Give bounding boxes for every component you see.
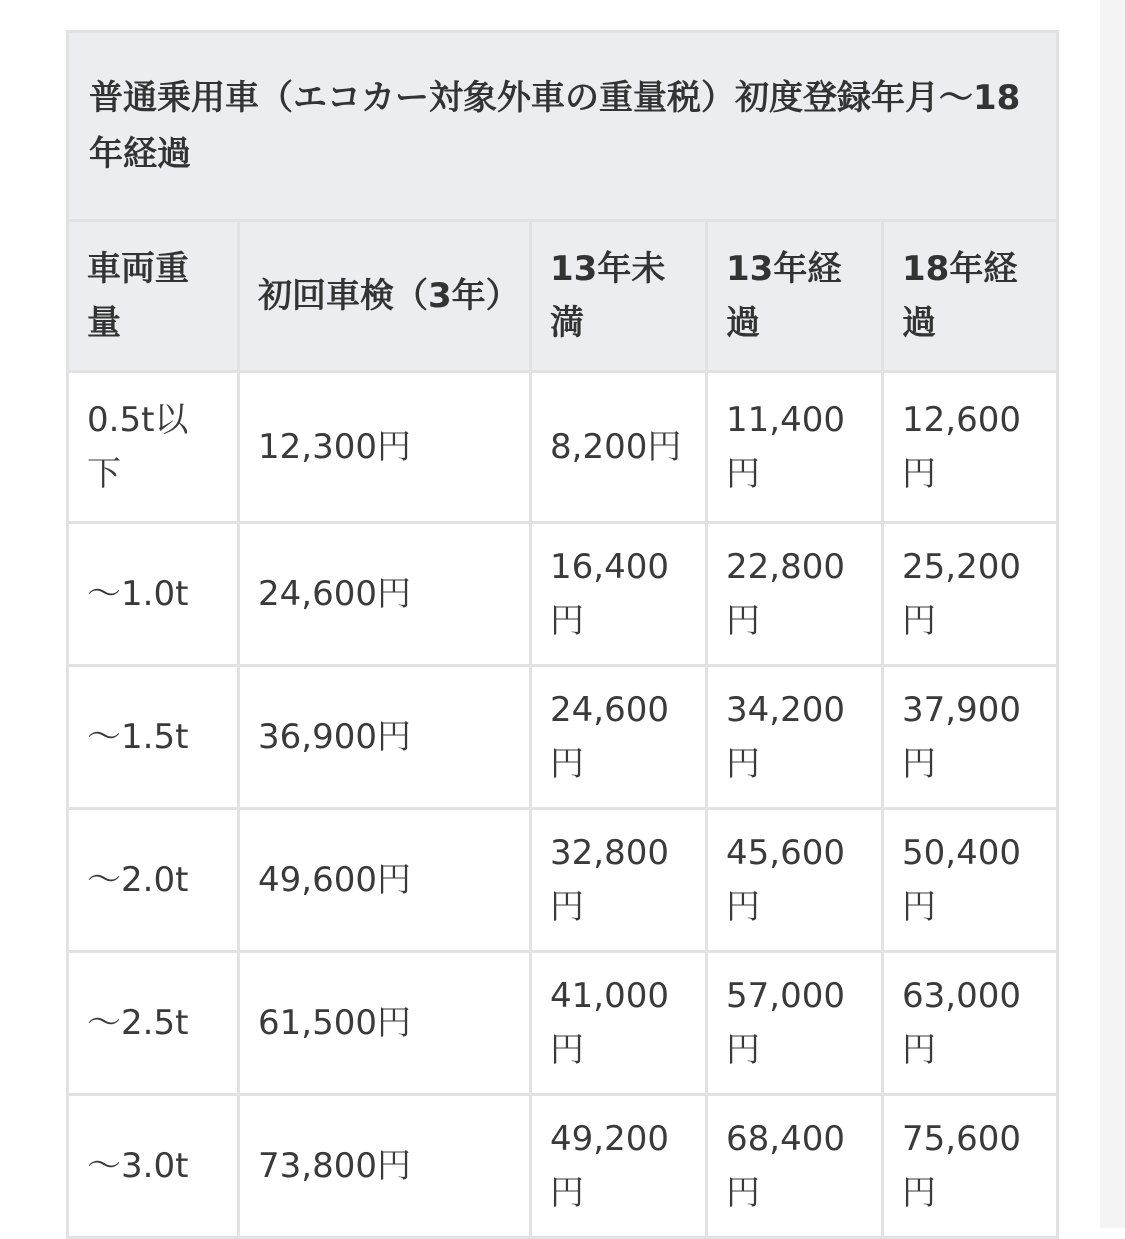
cell-under-13-years: 24,600円 [531, 666, 707, 809]
cell-under-13-years: 49,200円 [531, 1095, 707, 1238]
cell-under-13-years: 8,200円 [531, 372, 707, 523]
weight-tax-table [66, 30, 1059, 1239]
cell-first-inspection: 24,600円 [239, 523, 531, 666]
cell-first-inspection: 61,500円 [239, 952, 531, 1095]
table-row [68, 523, 1058, 666]
table-row [68, 1095, 1058, 1238]
cell-13-years-elapsed: 57,000円 [707, 952, 883, 1095]
table-row [68, 666, 1058, 809]
cell-under-13-years: 32,800円 [531, 809, 707, 952]
table-title-row [68, 32, 1058, 221]
cell-first-inspection: 36,900円 [239, 666, 531, 809]
column-header-13-years-elapsed: 13年経過 [707, 221, 883, 372]
cell-under-13-years: 16,400円 [531, 523, 707, 666]
cell-18-years-elapsed: 75,600円 [883, 1095, 1058, 1238]
table-header-row [68, 221, 1058, 372]
column-header-first-inspection: 初回車検（3年） [239, 221, 531, 372]
cell-18-years-elapsed: 12,600円 [883, 372, 1058, 523]
cell-13-years-elapsed: 68,400円 [707, 1095, 883, 1238]
cell-vehicle-weight: 〜1.0t [68, 523, 239, 666]
table-row [68, 809, 1058, 952]
cell-first-inspection: 49,600円 [239, 809, 531, 952]
scrollbar-track[interactable] [1100, 0, 1125, 1228]
column-header-vehicle-weight: 車両重量 [68, 221, 239, 372]
cell-vehicle-weight: 〜3.0t [68, 1095, 239, 1238]
cell-18-years-elapsed: 63,000円 [883, 952, 1058, 1095]
cell-13-years-elapsed: 22,800円 [707, 523, 883, 666]
cell-first-inspection: 12,300円 [239, 372, 531, 523]
cell-18-years-elapsed: 25,200円 [883, 523, 1058, 666]
cell-13-years-elapsed: 11,400円 [707, 372, 883, 523]
cell-13-years-elapsed: 34,200円 [707, 666, 883, 809]
cell-vehicle-weight: 〜2.5t [68, 952, 239, 1095]
table-title: 普通乗用車（エコカー対象外車の重量税）初度登録年月〜18年経過 [68, 32, 1058, 221]
cell-under-13-years: 41,000円 [531, 952, 707, 1095]
cell-vehicle-weight: 0.5t以下 [68, 372, 239, 523]
cell-first-inspection: 73,800円 [239, 1095, 531, 1238]
column-header-under-13-years: 13年未満 [531, 221, 707, 372]
cell-18-years-elapsed: 50,400円 [883, 809, 1058, 952]
column-header-18-years-elapsed: 18年経過 [883, 221, 1058, 372]
cell-13-years-elapsed: 45,600円 [707, 809, 883, 952]
table-row [68, 372, 1058, 523]
table-row [68, 952, 1058, 1095]
cell-18-years-elapsed: 37,900円 [883, 666, 1058, 809]
cell-vehicle-weight: 〜1.5t [68, 666, 239, 809]
cell-vehicle-weight: 〜2.0t [68, 809, 239, 952]
